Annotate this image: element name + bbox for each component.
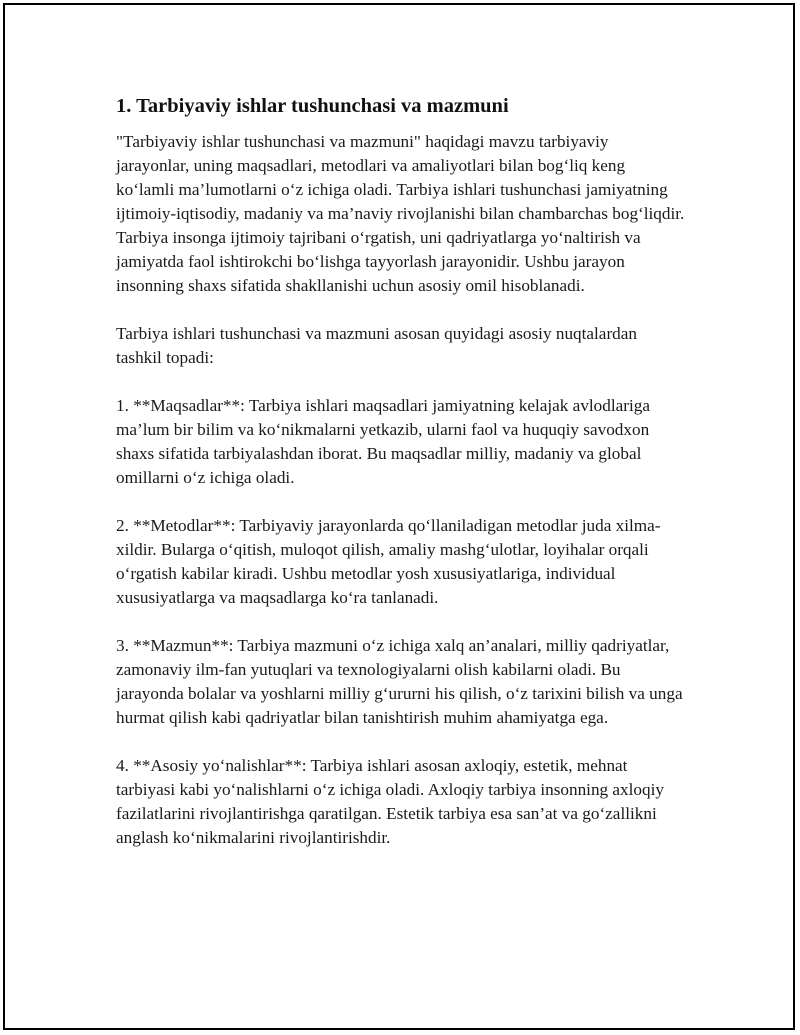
- section-heading: 1. Tarbiyaviy ishlar tushunchasi va mazmuni: [116, 95, 509, 117]
- paragraph-overview: Tarbiya ishlari tushunchasi va mazmuni asosan quyidagi asosiy nuqtalardan tashkil topadi:: [116, 324, 637, 367]
- paragraph-intro: "Tarbiyaviy ishlar tushunchasi va mazmuni" haqidagi mavzu tarbiyaviy jarayonlar, uning maqsadlari, metodlari va amaliyotlari bilan bog‘liq keng ko‘lamli ma’lumotlarni o‘z ichiga oladi. Tarbiya ishlari tushunchasi jamiyatning ijtimoiy-iqtisodiy, madaniy va ma’naviy rivojlanishi bilan chambarchas bog‘liqdir. Tarbiya insonga ijtimoiy tajribani o‘rgatish, uni qadriyatlarga yo‘naltirish va jamiyatda faol ishtirokchi bo‘lishga tayyorlash jarayonidir. Ushbu jarayon insonning shaxs sifatida shakllanishi uchun asosiy omil hisoblanadi.: [116, 132, 685, 295]
- paragraph-goals: 1. **Maqsadlar**: Tarbiya ishlari maqsadlari jamiyatning kelajak avlodlariga ma’lum bir bilim va ko‘nikmalarni yetkazib, ularni faol va huquqiy savodxon shaxs sifatida tarbiyalashdan iborat. Bu maqsadlar milliy, madaniy va global omillarni o‘z ichiga oladi.: [116, 396, 650, 487]
- paragraph-methods: 2. **Metodlar**: Tarbiyaviy jarayonlarda qo‘llaniladigan metodlar juda xilma-xildir. Bularga o‘qitish, muloqot qilish, amaliy mashg‘ulotlar, loyihalar orqali o‘rgatish kabilar kiradi. Ushbu metodlar yosh xususiyatlariga, individual xususiyatlarga va maqsadlarga ko‘ra tanlanadi.: [116, 516, 661, 607]
- document-body: [116, 92, 686, 874]
- paragraph-directions: 4. **Asosiy yo‘nalishlar**: Tarbiya ishlari asosan axloqiy, estetik, mehnat tarbiyasi kabi yo‘nalishlarni o‘z ichiga oladi. Axloqiy tarbiya insonning axloqiy fazilatlarini rivojlantirishga qaratilgan. Estetik tarbiya esa san’at va go‘zallikni anglash ko‘nikmalarini rivojlantirishdir.: [116, 756, 664, 847]
- paragraph-content: 3. **Mazmun**: Tarbiya mazmuni o‘z ichiga xalq an’analari, milliy qadriyatlar, zamonaviy ilm-fan yutuqlari va texnologiyalarni olish kabilarni oladi. Bu jarayonda bolalar va yoshlarni milliy g‘ururni his qilish, o‘z tarixini bilish va unga hurmat qilish kabi qadriyatlar bilan tanishtirish muhim ahamiyatga ega.: [116, 636, 683, 727]
